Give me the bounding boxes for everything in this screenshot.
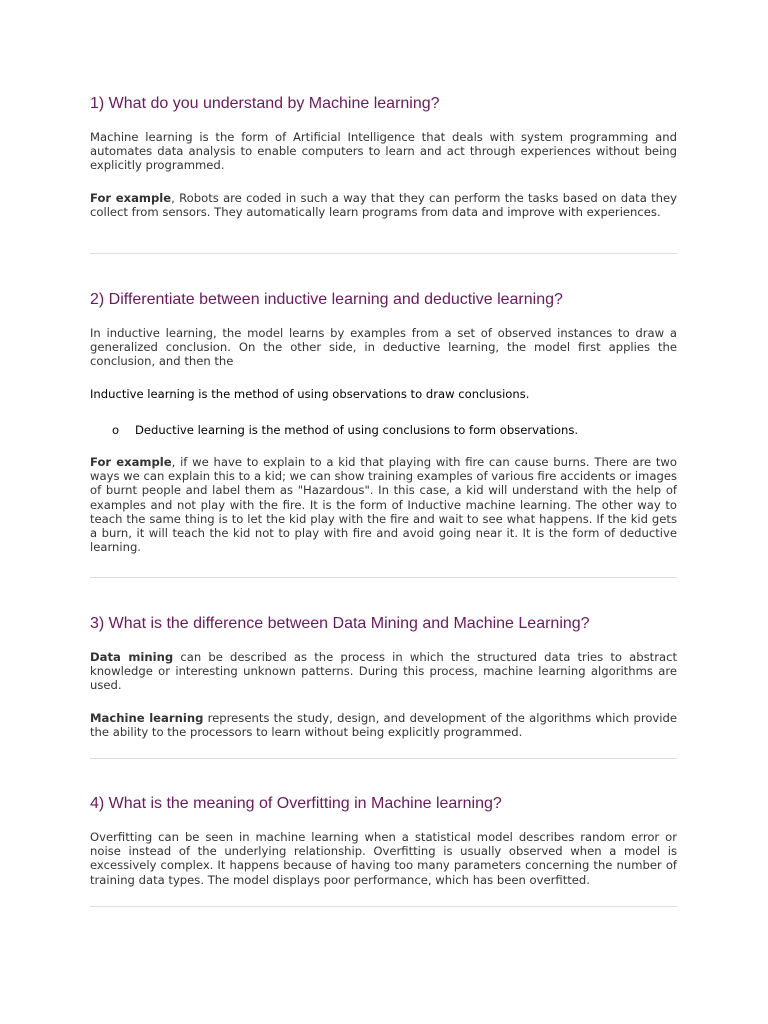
qa-section-4: [90, 794, 677, 907]
bullet-item: [90, 423, 677, 437]
machine-learning-term: Machine learning: [90, 710, 204, 725]
data-mining-text: can be described as the process in which the structured data tries to abstract knowledge or interesting unknown patterns. During this process, machine learning algorithms are used.: [90, 650, 677, 693]
machine-learning-text: represents the study, design, and development of the algorithms which provide the ability to the processors to learn without being explicitly programmed.: [90, 710, 677, 739]
answer-paragraph: Overfitting can be seen in machine learning when a statistical model describes random error or noise instead of the underlying relationship. Overfitting is usually observed when a model is excessively complex. It happens because of having too many parameters concerning the number of training data types. The model displays poor performance, which has been overfitted.: [90, 830, 677, 887]
answer-paragraph: Machine learning is the form of Artificial Intelligence that deals with system programming and automates data analysis to enable computers to learn and act through experiences without being explicitly programmed.: [90, 130, 677, 173]
example-paragraph: [90, 455, 677, 554]
qa-section-2: [90, 290, 677, 578]
question-heading: 2) Differentiate between inductive learning and deductive learning?: [90, 291, 563, 308]
deductive-definition: Deductive learning is the method of using conclusions to form observations.: [135, 422, 579, 437]
qa-section-1: [90, 94, 677, 254]
inductive-definition: Inductive learning is the method of using observations to draw conclusions.: [90, 386, 530, 401]
question-heading: 3) What is the difference between Data Mining and Machine Learning?: [90, 615, 590, 632]
example-text: , Robots are coded in such a way that they can perform the tasks based on data they collect from sensors. They automatically learn programs from data and improve with experiences.: [90, 190, 677, 219]
example-label: For example: [90, 455, 172, 470]
machine-learning-paragraph: [90, 711, 677, 739]
example-text: , if we have to explain to a kid that playing with fire can cause burns. There are two ways we can explain this to a kid; we can show training examples of various fire accidents or images of burnt people and label them as "Hazardous". In this case, a kid will understand with the help of examples and not play with the fire. It is the form of Inductive machine learning. The other way to teach the same thing is to let the kid play with the fire and wait to see what happens. If the kid gets a burn, it will teach the kid not to play with fire and avoid going near it. It is the form of deductive learning.: [90, 455, 677, 555]
example-paragraph: [90, 191, 677, 219]
bullet-marker: o: [112, 422, 120, 437]
document-page: [90, 94, 677, 907]
data-mining-paragraph: [90, 650, 677, 693]
data-mining-term: Data mining: [90, 650, 174, 664]
answer-paragraph: In inductive learning, the model learns by examples from a set of observed instances to draw a generalized conclusion. On the other side, in deductive learning, the model first applies the conclusion, and then the: [90, 326, 677, 369]
example-label: For example: [90, 190, 172, 205]
question-heading: 4) What is the meaning of Overfitting in Machine learning?: [90, 795, 502, 812]
qa-section-3: [90, 614, 677, 759]
question-heading: 1) What do you understand by Machine learning?: [90, 95, 440, 112]
